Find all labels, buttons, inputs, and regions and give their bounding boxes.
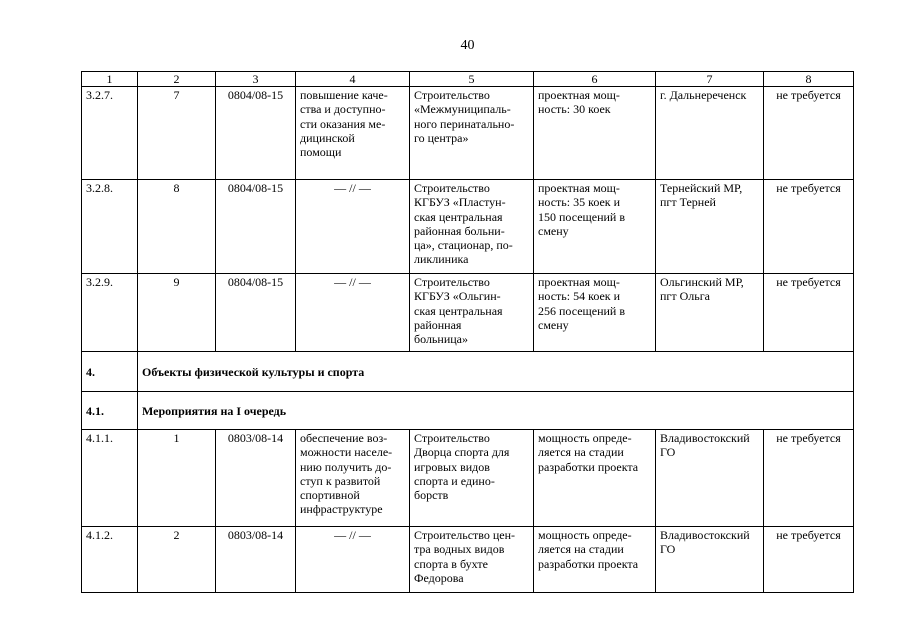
- text-line: разработки проекта: [538, 459, 639, 474]
- column-number: 7: [656, 72, 764, 87]
- text-line: ская центральная: [414, 209, 503, 224]
- item-number: 3.2.8.: [82, 180, 138, 274]
- item-number: 4.1.1.: [82, 430, 138, 527]
- text-line: ного перинатально-: [414, 116, 515, 131]
- text-line: ликлиника: [414, 252, 469, 267]
- text-line: ность: 35 коек и: [538, 195, 621, 210]
- capacity-cell: [534, 527, 656, 593]
- text-line: ца», стационар, по-: [414, 238, 513, 253]
- text-line: Строительство цен-: [414, 528, 516, 543]
- text-line: ность: 54 коек и: [538, 289, 621, 304]
- column-number: 6: [534, 72, 656, 87]
- text-line: КГБУЗ «Пластун-: [414, 195, 506, 210]
- location-cell: [656, 180, 764, 274]
- ordinal-number: 1: [138, 430, 216, 527]
- table-row: [82, 430, 854, 527]
- item-number: 3.2.9.: [82, 274, 138, 352]
- section-title: Мероприятия на I очередь: [138, 392, 854, 430]
- text-line: больница»: [414, 332, 468, 347]
- section-number: 4.: [82, 352, 138, 392]
- text-line: помощи: [300, 145, 342, 160]
- text-line: тра водных видов: [414, 542, 505, 557]
- location-cell: [656, 430, 764, 527]
- text-line: КГБУЗ «Ольгин-: [414, 289, 501, 304]
- text-line: ГО: [660, 445, 676, 460]
- program-code: 0804/08-15: [216, 274, 296, 352]
- section-row: [82, 352, 854, 392]
- column-number: 1: [82, 72, 138, 87]
- text-line: повышение каче-: [300, 88, 388, 103]
- text-line: проектная мощ-: [538, 88, 620, 103]
- text-line: Федорова: [414, 570, 464, 585]
- ordinal-number: 8: [138, 180, 216, 274]
- ditto-mark: — // —: [296, 527, 410, 593]
- text-line: обеспечение воз-: [300, 431, 388, 446]
- text-line: ляется на стадии: [538, 542, 624, 557]
- text-line: проектная мощ-: [538, 181, 620, 196]
- text-line: можности населе-: [300, 445, 393, 460]
- text-line: ГО: [660, 542, 676, 557]
- requirement-cell: не требуется: [764, 274, 854, 352]
- text-line: ства и доступно-: [300, 102, 386, 117]
- text-line: г. Дальнереченск: [660, 88, 747, 103]
- text-line: Дворца спорта для: [414, 445, 510, 460]
- text-line: Ольгинский МР,: [660, 275, 744, 290]
- requirement-cell: не требуется: [764, 527, 854, 593]
- text-line: Владивостокский: [660, 528, 750, 543]
- text-line: смену: [538, 223, 569, 238]
- text-line: Владивостокский: [660, 431, 750, 446]
- text-line: пгт Терней: [660, 195, 716, 210]
- object-cell: [410, 430, 534, 527]
- planning-table: [81, 71, 854, 593]
- object-cell: [410, 527, 534, 593]
- text-line: Строительство: [414, 181, 490, 196]
- purpose-cell: [296, 87, 410, 180]
- requirement-cell: не требуется: [764, 430, 854, 527]
- location-cell: [656, 87, 764, 180]
- text-line: Строительство: [414, 431, 490, 446]
- table-row: [82, 180, 854, 274]
- text-line: районная: [414, 317, 462, 332]
- capacity-cell: [534, 274, 656, 352]
- section-number: 4.1.: [82, 392, 138, 430]
- capacity-cell: [534, 87, 656, 180]
- text-line: смену: [538, 317, 569, 332]
- text-line: ность: 30 коек: [538, 102, 611, 117]
- text-line: мощность опреде-: [538, 431, 632, 446]
- text-line: спорта и едино-: [414, 473, 495, 488]
- text-line: ступ к развитой: [300, 473, 381, 488]
- table-row: [82, 274, 854, 352]
- text-line: ляется на стадии: [538, 445, 624, 460]
- text-line: 150 посещений в: [538, 209, 626, 224]
- table-row: [82, 87, 854, 180]
- item-number: 3.2.7.: [82, 87, 138, 180]
- ditto-mark: — // —: [296, 274, 410, 352]
- text-line: Тернейский МР,: [660, 181, 743, 196]
- text-line: инфраструктуре: [300, 502, 383, 517]
- text-line: спорта в бухте: [414, 556, 488, 571]
- program-code: 0803/08-14: [216, 430, 296, 527]
- text-line: Строительство: [414, 88, 490, 103]
- ditto-mark: — // —: [296, 180, 410, 274]
- section-title: Объекты физической культуры и спорта: [138, 352, 854, 392]
- text-line: «Межмуниципаль-: [414, 102, 511, 117]
- subsection-row: [82, 392, 854, 430]
- object-cell: [410, 274, 534, 352]
- ordinal-number: 2: [138, 527, 216, 593]
- column-number: 5: [410, 72, 534, 87]
- requirement-cell: не требуется: [764, 180, 854, 274]
- column-number: 2: [138, 72, 216, 87]
- text-line: борств: [414, 488, 449, 503]
- column-number: 4: [296, 72, 410, 87]
- object-cell: [410, 180, 534, 274]
- program-code: 0804/08-15: [216, 180, 296, 274]
- capacity-cell: [534, 430, 656, 527]
- table-row: [82, 527, 854, 593]
- column-number: 8: [764, 72, 854, 87]
- text-line: дицинской: [300, 130, 355, 145]
- location-cell: [656, 527, 764, 593]
- program-code: 0804/08-15: [216, 87, 296, 180]
- text-line: разработки проекта: [538, 556, 639, 571]
- ordinal-number: 9: [138, 274, 216, 352]
- page-number: 40: [460, 38, 475, 53]
- text-line: 256 посещений в: [538, 303, 626, 318]
- location-cell: [656, 274, 764, 352]
- text-line: Строительство: [414, 275, 490, 290]
- requirement-cell: не требуется: [764, 87, 854, 180]
- text-line: нию получить до-: [300, 459, 392, 474]
- text-line: мощность опреде-: [538, 528, 632, 543]
- text-line: го центра»: [414, 130, 469, 145]
- ordinal-number: 7: [138, 87, 216, 180]
- text-line: проектная мощ-: [538, 275, 620, 290]
- program-code: 0803/08-14: [216, 527, 296, 593]
- column-numbers-row: [82, 72, 854, 87]
- text-line: игровых видов: [414, 459, 490, 474]
- text-line: пгт Ольга: [660, 289, 710, 304]
- text-line: спортивной: [300, 488, 360, 503]
- item-number: 4.1.2.: [82, 527, 138, 593]
- text-line: сти оказания ме-: [300, 116, 386, 131]
- purpose-cell: [296, 430, 410, 527]
- text-line: районная больни-: [414, 223, 505, 238]
- text-line: ская центральная: [414, 303, 503, 318]
- object-cell: [410, 87, 534, 180]
- capacity-cell: [534, 180, 656, 274]
- column-number: 3: [216, 72, 296, 87]
